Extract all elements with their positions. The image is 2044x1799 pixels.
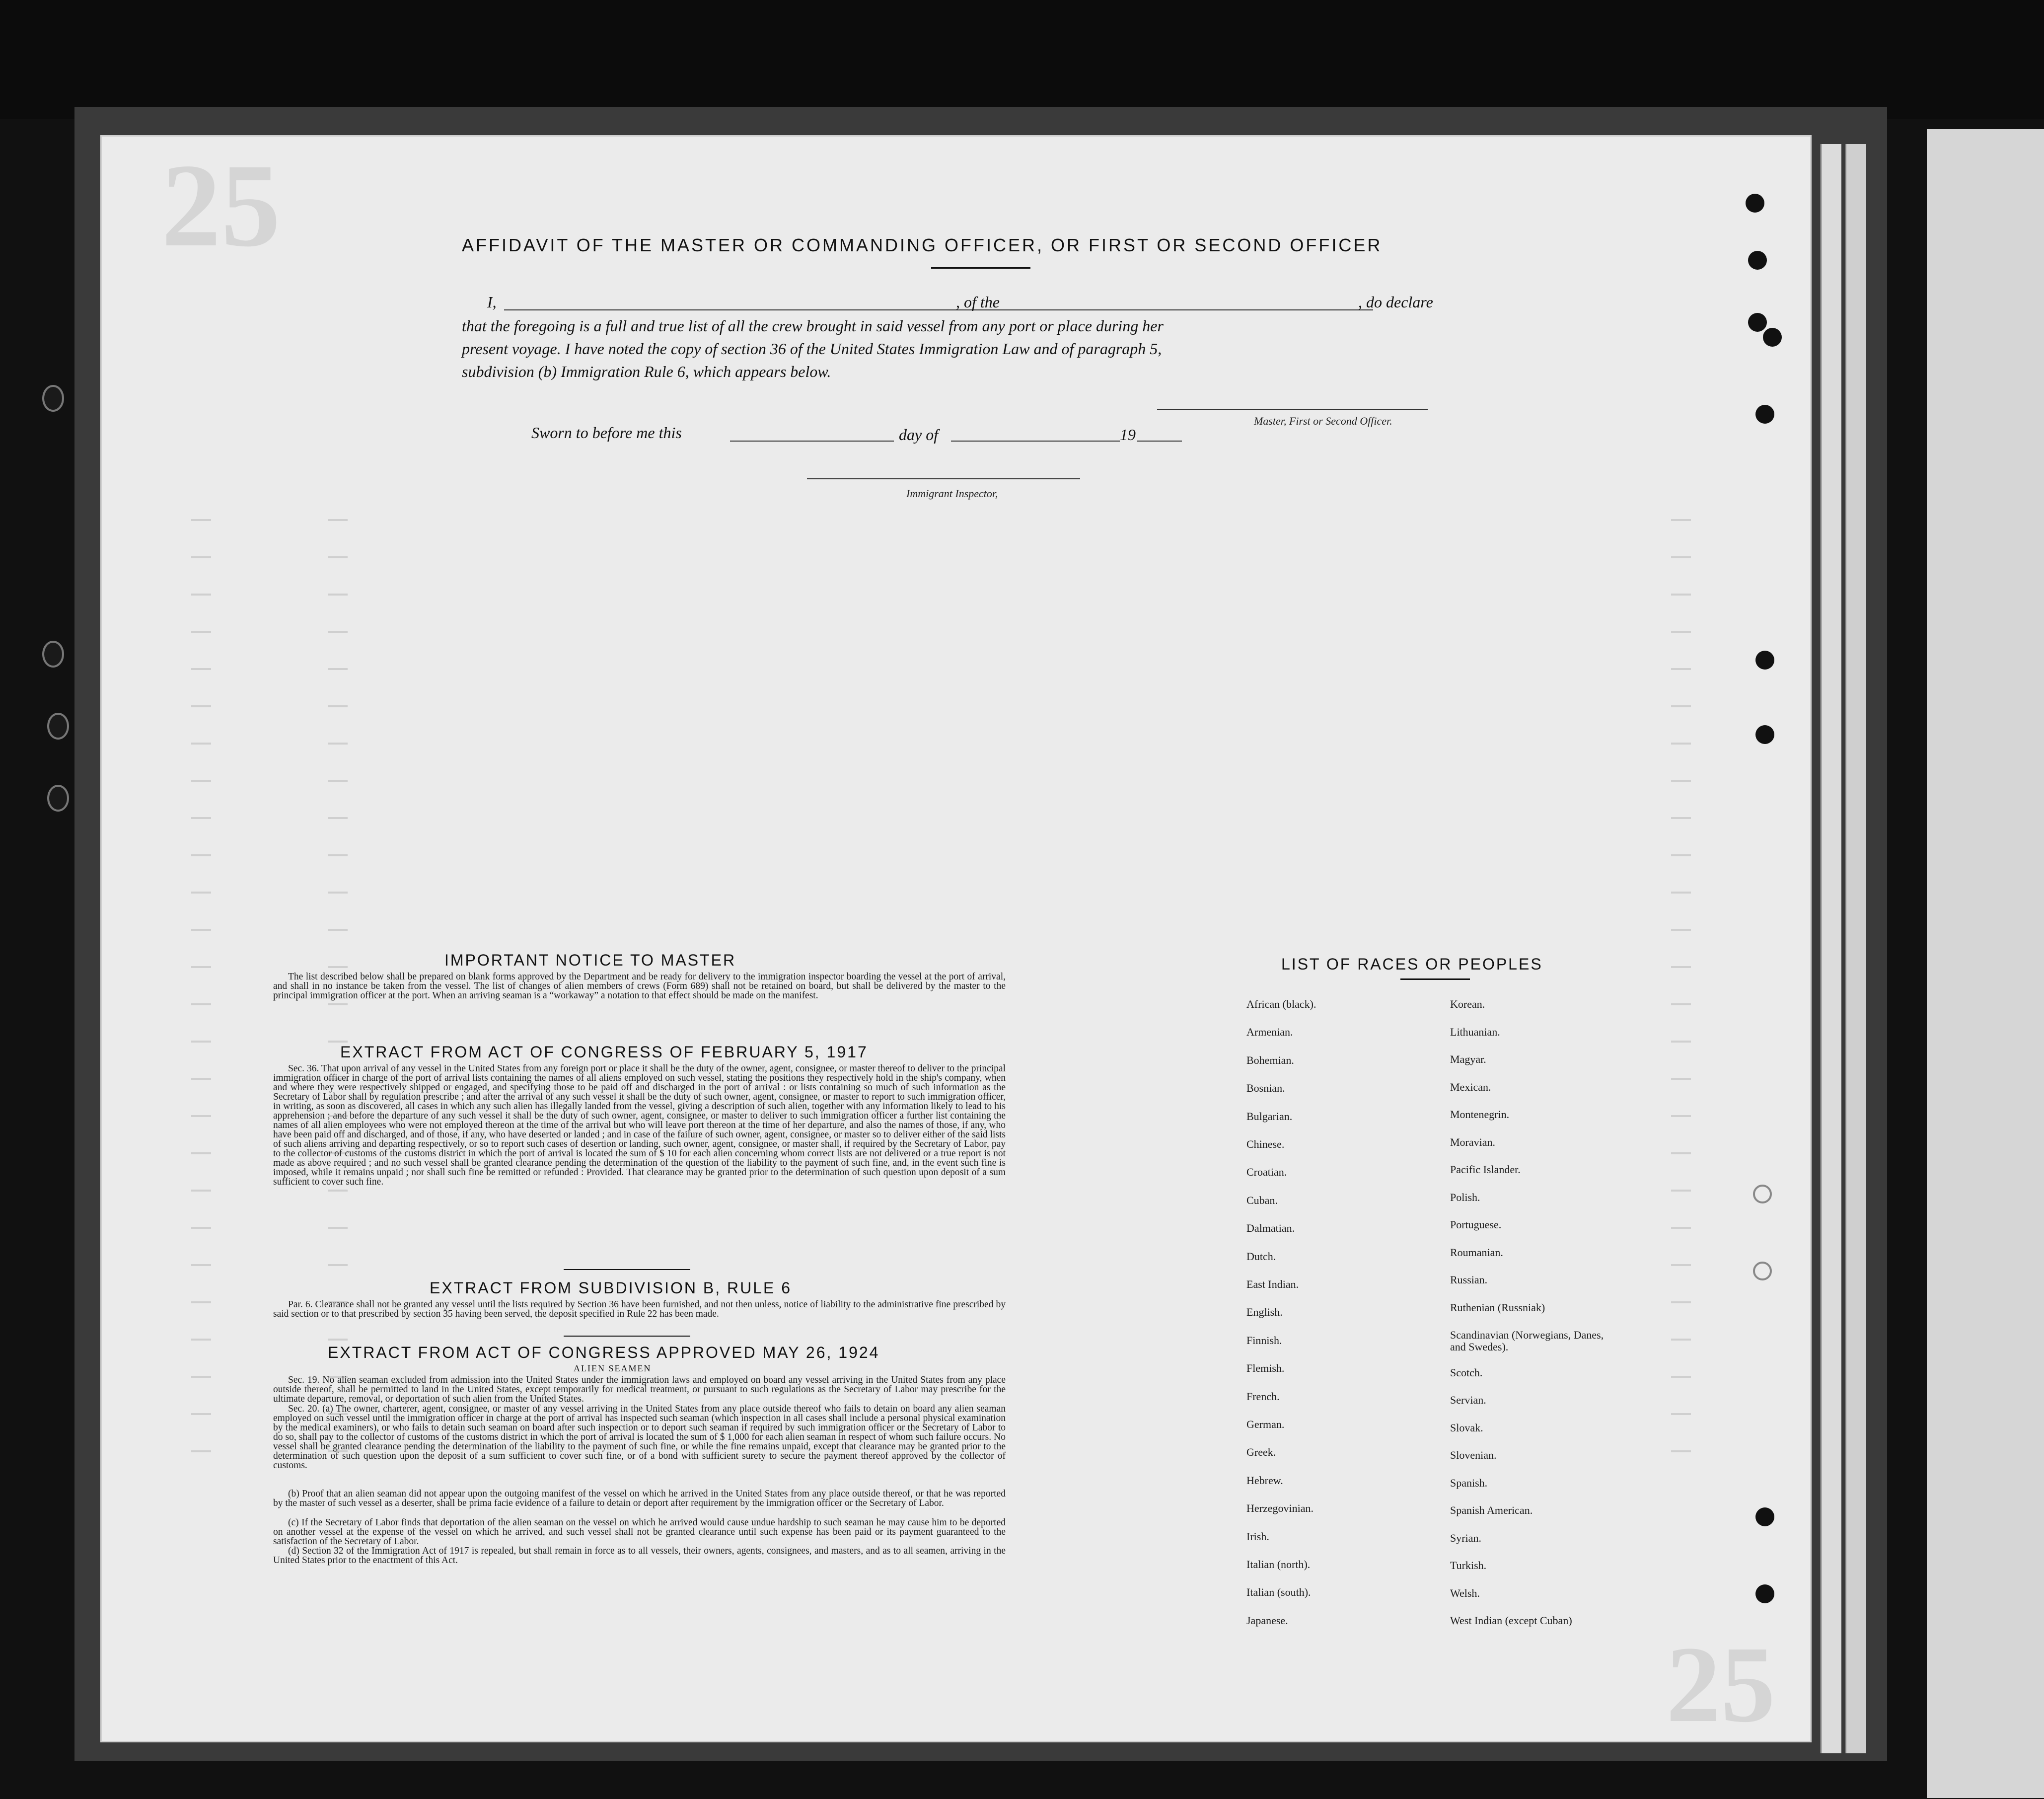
race-item: Roumanian. bbox=[1450, 1246, 1503, 1259]
year-label: 19 bbox=[1120, 426, 1136, 444]
scanner-background bbox=[0, 0, 2044, 119]
ghost-dash bbox=[191, 1115, 211, 1117]
ghost-dash bbox=[1671, 1450, 1691, 1452]
race-item: Croatian. bbox=[1246, 1166, 1287, 1179]
ghost-page-number: 25 bbox=[161, 139, 281, 271]
race-item: Russian. bbox=[1450, 1274, 1488, 1286]
punch-hole bbox=[47, 785, 69, 812]
sheet-edge bbox=[1820, 144, 1841, 1753]
race-item: Bulgarian. bbox=[1246, 1110, 1293, 1123]
sworn-label: Sworn to before me this bbox=[531, 424, 682, 442]
ghost-dash bbox=[1671, 892, 1691, 894]
ghost-dash bbox=[191, 1301, 211, 1303]
sheet-hole bbox=[1755, 1584, 1774, 1603]
ghost-dash bbox=[191, 594, 211, 596]
ghost-dash bbox=[1671, 1413, 1691, 1415]
ghost-dash bbox=[1671, 668, 1691, 670]
sheet-hole bbox=[1753, 1185, 1772, 1203]
affidavit-i: I, bbox=[487, 293, 497, 311]
race-item: Slovak. bbox=[1450, 1421, 1483, 1434]
ghost-dash bbox=[1671, 817, 1691, 819]
sheet-hole bbox=[1763, 328, 1782, 347]
ghost-dash bbox=[191, 1041, 211, 1043]
sec20b-body: (b) Proof that an alien seaman did not appear upon the outgoing manifest of the vessel on which he arrived in the United States from any place outside thereof, or that he was reported by the master of such vessel as a deserter, shall be prima facie evidence of a failure to detain or deport after requirement by the immigration officer or the Secretary of Labor. bbox=[273, 1489, 1006, 1508]
extract-1917-body: Sec. 36. That upon arrival of any vessel in the United States from any foreign port or place it shall be the duty of the owner, agent, consignee, or master thereof to deliver to the principal immigration officer in charge of the port of arrival lists containing the names of all aliens employed on such vessel, stating the positions they respectively hold in the ship's company, when and where they were respectively shipped or engaged, and specifying those to be paid off and discharged in the port of arrival : or lists containing so much of such information as the Secretary of Labor shall by regulation prescribe ; and after the arrival of any such vessel it shall be the duty of such owner, agent, consignee, or master to report to such immigration officer, in writing, as soon as discovered, all cases in which any such alien has illegally landed from the vessel, giving a description of such alien, together with any information likely to lead to his apprehension ; and before the departure of any such vessel it shall be the duty of such owner, agent, consignee, or master to deliver to such immigration officer a further list containing the names of all alien employees who were not employed thereon at the time of the arrival but who will leave port thereon at the time of her departure, and also the names of those, if any, who have been paid off and discharged, and of those, if any, who have deserted or landed ; and in case of the failure of such owner, agent, consignee, or master so to deliver either of the said lists of such aliens arriving and departing respectively, or so to report such cases of desertion or landing, such owner, agent, consignee, or master shall, if required by the Secretary of Labor, pay to the collector of customs of the customs district in which the port of arrival is located the sum of $ 10 for each alien concerning whom correct lists are not delivered or a true report is not made as above required ; and no such vessel shall be granted clearance pending the determination of the question of the liability to the payment of such fine, and, in the event such fine is imposed, while it remains unpaid ; nor shall such fine be remitted or refunded : Provided. That clearance may be granted prior to the determination of such question upon deposit of a sum sufficient to cover such fine. bbox=[273, 1063, 1006, 1187]
ghost-dash bbox=[1671, 1301, 1691, 1303]
vessel-blank bbox=[1021, 309, 1373, 310]
signature-line bbox=[1157, 409, 1428, 410]
inspector-label: Immigrant Inspector, bbox=[906, 487, 998, 500]
race-item: Montenegrin. bbox=[1450, 1108, 1510, 1121]
race-item: Turkish. bbox=[1450, 1559, 1487, 1572]
sec20d-body: (d) Section 32 of the Immigration Act of 1917 is repealed, but shall remain in force as to all vessels, their owners, agents, consignees, and masters, and as to all seamen, arriving in the United States prior to the enactment of this Act. bbox=[273, 1546, 1006, 1566]
sec19-body: Sec. 19. No alien seaman excluded from admission into the United States under the immigration laws and employed on board any vessel arriving in the United States from any place outside thereof, shall be permitted to land in the United States, except temporarily for medical treatment, or pursuant to such regulations as the Secretary of Labor may prescribe for the ultimate departure, removal, or deportation of such alien from the United States. bbox=[273, 1375, 1006, 1404]
ghost-dash bbox=[1671, 1003, 1691, 1005]
ghost-dash bbox=[328, 1003, 348, 1005]
race-item: Scotch. bbox=[1450, 1366, 1483, 1379]
affidavit-of-the: , of the bbox=[956, 293, 1000, 311]
ghost-dash bbox=[1671, 594, 1691, 596]
ghost-dash bbox=[328, 705, 348, 707]
ghost-dash bbox=[1671, 1152, 1691, 1154]
punch-hole bbox=[47, 713, 69, 740]
race-item: Italian (north). bbox=[1246, 1558, 1311, 1571]
affidavit-title: AFFIDAVIT OF THE MASTER OR COMMANDING OFFICER, OR FIRST OR SECOND OFFICER bbox=[462, 235, 1383, 255]
race-item: Magyar. bbox=[1450, 1053, 1486, 1065]
sworn-day-blank bbox=[730, 441, 894, 442]
race-item: Syrian. bbox=[1450, 1531, 1481, 1544]
ghost-dash bbox=[191, 556, 211, 558]
ghost-dash bbox=[328, 556, 348, 558]
ghost-dash bbox=[1671, 1078, 1691, 1080]
ghost-dash bbox=[191, 1078, 211, 1080]
ghost-dash bbox=[1671, 556, 1691, 558]
race-item: Dutch. bbox=[1246, 1250, 1276, 1263]
day-of-label: day of bbox=[899, 426, 939, 444]
extract-1924-title: EXTRACT FROM ACT OF CONGRESS APPROVED MAY 26, 1924 bbox=[328, 1344, 880, 1361]
race-item: Slovenian. bbox=[1450, 1449, 1497, 1461]
ghost-dash bbox=[191, 705, 211, 707]
race-item: Herzegovinian. bbox=[1246, 1502, 1314, 1515]
ghost-dash bbox=[328, 519, 348, 521]
extract-1917-title: EXTRACT FROM ACT OF CONGRESS OF FEBRUARY 5, 1917 bbox=[340, 1043, 868, 1061]
race-item: Irish. bbox=[1246, 1530, 1269, 1543]
sheet-hole bbox=[1746, 194, 1764, 213]
ghost-dash bbox=[191, 1376, 211, 1378]
ghost-dash bbox=[328, 668, 348, 670]
ghost-dash bbox=[1671, 1227, 1691, 1229]
ghost-dash bbox=[191, 892, 211, 894]
ghost-dash bbox=[1671, 780, 1691, 782]
ghost-dash bbox=[1671, 929, 1691, 931]
ghost-dash bbox=[1671, 705, 1691, 707]
ghost-dash bbox=[191, 519, 211, 521]
ghost-dash bbox=[328, 1339, 348, 1341]
ghost-page-number: 25 bbox=[1666, 1624, 1775, 1741]
ghost-dash bbox=[191, 929, 211, 931]
ghost-dash bbox=[191, 1003, 211, 1005]
ghost-dash bbox=[191, 1227, 211, 1229]
notice-title: IMPORTANT NOTICE TO MASTER bbox=[444, 951, 736, 969]
signature-label: Master, First or Second Officer. bbox=[1254, 415, 1392, 427]
adjacent-sheet bbox=[1927, 129, 2044, 1798]
sheet-hole bbox=[1748, 313, 1767, 332]
ghost-dash bbox=[191, 743, 211, 745]
race-item: French. bbox=[1246, 1390, 1280, 1403]
ghost-dash bbox=[1671, 1376, 1691, 1378]
ghost-dash bbox=[1671, 1339, 1691, 1341]
race-item: Italian (south). bbox=[1246, 1586, 1311, 1599]
race-item: Ruthenian (Russniak) bbox=[1450, 1301, 1545, 1314]
race-item: Mexican. bbox=[1450, 1080, 1491, 1093]
year-blank bbox=[1137, 441, 1182, 442]
race-item: Greek. bbox=[1246, 1446, 1276, 1459]
ghost-dash bbox=[191, 854, 211, 856]
ghost-dash bbox=[328, 966, 348, 968]
ghost-dash bbox=[328, 1227, 348, 1229]
punch-hole bbox=[42, 641, 64, 668]
race-item: Polish. bbox=[1450, 1191, 1480, 1203]
sheet-hole bbox=[1753, 1262, 1772, 1280]
ghost-dash bbox=[1671, 631, 1691, 633]
sheet-hole bbox=[1748, 251, 1767, 270]
ghost-dash bbox=[191, 1450, 211, 1452]
race-item: West Indian (except Cuban) bbox=[1450, 1614, 1572, 1627]
race-item: Hebrew. bbox=[1246, 1474, 1283, 1487]
race-item: German. bbox=[1246, 1418, 1285, 1430]
ghost-dash bbox=[191, 817, 211, 819]
affidavit-line4: subdivision (b) Immigration Rule 6, which appears below. bbox=[462, 363, 831, 380]
race-item: Moravian. bbox=[1450, 1135, 1496, 1148]
punch-hole bbox=[42, 385, 64, 412]
race-item: East Indian. bbox=[1246, 1278, 1299, 1290]
ghost-dash bbox=[1671, 1041, 1691, 1043]
title-rule bbox=[931, 267, 1030, 269]
races-rule bbox=[1400, 978, 1470, 980]
sheet-hole bbox=[1755, 1507, 1774, 1526]
sec20c-body: (c) If the Secretary of Labor finds that deportation of the alien seaman on the vessel on which he arrived would cause undue hardship to such seaman he may cause him to be deported on another vessel at the expense of the vessel on which he arrived, and such vessel shall not be granted clearance until such expense has been paid or its payment guaranteed to the satisfaction of the Secretary of Labor. bbox=[273, 1517, 1006, 1547]
races-title: LIST OF RACES OR PEOPLES bbox=[1281, 955, 1543, 973]
sheet-hole bbox=[1755, 725, 1774, 744]
race-item: Bosnian. bbox=[1246, 1082, 1285, 1095]
ghost-dash bbox=[191, 1264, 211, 1266]
race-item: Armenian. bbox=[1246, 1026, 1293, 1039]
ghost-dash bbox=[1671, 854, 1691, 856]
ghost-dash bbox=[1671, 1115, 1691, 1117]
ghost-dash bbox=[191, 1190, 211, 1192]
race-item: Cuban. bbox=[1246, 1194, 1278, 1206]
affidavit-line3: present voyage. I have noted the copy of section 36 of the United States Immigration Law and of paragraph 5, bbox=[462, 340, 1162, 358]
race-item: Servian. bbox=[1450, 1394, 1486, 1406]
ghost-dash bbox=[191, 1152, 211, 1154]
race-item: Welsh. bbox=[1450, 1586, 1480, 1599]
sheet-hole bbox=[1755, 405, 1774, 424]
section-rule bbox=[564, 1336, 690, 1337]
ghost-dash bbox=[191, 780, 211, 782]
race-item: Lithuanian. bbox=[1450, 1025, 1500, 1038]
race-item: Japanese. bbox=[1246, 1614, 1288, 1627]
race-item: Flemish. bbox=[1246, 1362, 1285, 1375]
ghost-dash bbox=[191, 966, 211, 968]
ghost-dash bbox=[328, 892, 348, 894]
ghost-dash bbox=[1671, 966, 1691, 968]
notice-body: The list described below shall be prepared on blank forms approved by the Department and be ready for delivery to the immigration inspector boarding the vessel at the port of arrival, and shall in no instance be taken from the vessel. The list of changes of alien members of crews (Form 689) shall not be retained on board, but shall be delivered by the master to the principal immigration officer at the port. When an arriving seaman is a “workaway” a notation to that effect should be made on the manifest. bbox=[273, 972, 1006, 1001]
ghost-dash bbox=[328, 1041, 348, 1043]
ghost-dash bbox=[1671, 1264, 1691, 1266]
race-item: Bohemian. bbox=[1246, 1053, 1294, 1066]
ghost-dash bbox=[328, 1190, 348, 1192]
ghost-dash bbox=[1671, 519, 1691, 521]
ghost-dash bbox=[328, 854, 348, 856]
race-item: Finnish. bbox=[1246, 1334, 1282, 1347]
ghost-dash bbox=[328, 594, 348, 596]
ghost-dash bbox=[191, 1339, 211, 1341]
extract-rule6-body: Par. 6. Clearance shall not be granted any vessel until the lists required by Section 36 have been furnished, and not then unless, notice of liability to the administrative fine prescribed by said section or to that prescribed by section 35 having been served, the deposit specified in Rule 22 has been made. bbox=[273, 1299, 1006, 1319]
race-item: Portuguese. bbox=[1450, 1218, 1502, 1231]
extract-1924-subtitle: ALIEN SEAMEN bbox=[574, 1363, 652, 1373]
ghost-dash bbox=[328, 743, 348, 745]
ghost-dash bbox=[191, 1413, 211, 1415]
manifest-page bbox=[102, 137, 1810, 1741]
ghost-dash bbox=[1671, 743, 1691, 745]
ghost-dash bbox=[328, 817, 348, 819]
ghost-dash bbox=[328, 1264, 348, 1266]
race-item: English. bbox=[1246, 1306, 1283, 1319]
ghost-dash bbox=[191, 631, 211, 633]
ghost-dash bbox=[1671, 1190, 1691, 1192]
race-item: Korean. bbox=[1450, 998, 1485, 1010]
affidavit-declare: , do declare bbox=[1358, 293, 1433, 311]
ghost-dash bbox=[328, 929, 348, 931]
race-item: Scandinavian (Norwegians, Danes, and Swedes). bbox=[1450, 1329, 1604, 1353]
race-item: Spanish American. bbox=[1450, 1504, 1533, 1516]
affidavit-line2: that the foregoing is a full and true list of all the crew brought in said vessel from any port or place during her bbox=[462, 317, 1164, 335]
inspector-line bbox=[807, 478, 1080, 479]
race-item: Pacific Islander. bbox=[1450, 1163, 1521, 1176]
ghost-dash bbox=[328, 780, 348, 782]
race-item: African (black). bbox=[1246, 998, 1316, 1010]
sheet-hole bbox=[1755, 651, 1774, 670]
race-item: Spanish. bbox=[1450, 1476, 1488, 1489]
race-item: Chinese. bbox=[1246, 1138, 1285, 1150]
sheet-edge bbox=[1845, 144, 1866, 1753]
sec20a-body: Sec. 20. (a) The owner, charterer, agent, consignee, or master of any vessel arriving in the United States from any place outside thereof who fails to detain on board any alien seaman employed on such vessel until the immigration officer in charge at the port of arrival has inspected such seaman (which inspection in all cases shall include a personal physical examination by the medical examiners), or who fails to detain such seaman on board after such inspection or to deport such seaman if required by such immigration officer or the Secretary of Labor to do so, shall pay to the collector of customs of the customs district in which the port of arrival is located the sum of $ 1,000 for each alien seaman in respect of whom such failure occurs. No vessel shall be granted clearance pending the determination of the liability to the payment of such fine, or while the fine remains unpaid, except that clearance may be granted prior to the determination of such question upon the deposit of a sum sufficient to cover such fine, or of a bond with sufficient surety to secure the payment thereof approved by the collector of customs. bbox=[273, 1404, 1006, 1471]
ghost-dash bbox=[191, 668, 211, 670]
month-blank bbox=[951, 441, 1120, 442]
ghost-dash bbox=[328, 631, 348, 633]
section-rule bbox=[564, 1269, 690, 1270]
race-item: Dalmatian. bbox=[1246, 1222, 1295, 1235]
extract-rule6-title: EXTRACT FROM SUBDIVISION B, RULE 6 bbox=[430, 1279, 792, 1297]
